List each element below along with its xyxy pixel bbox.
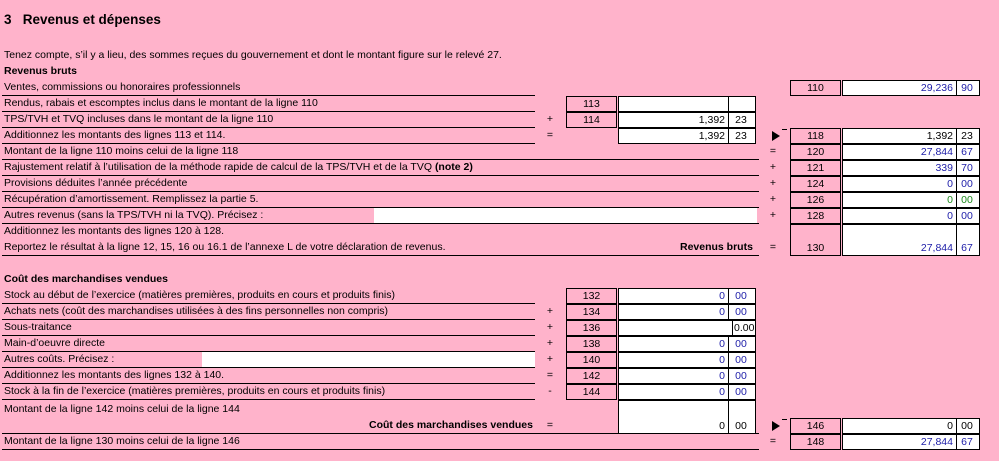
cout-header: Coût des marchandises vendues — [4, 273, 168, 285]
code-148: 148 — [790, 434, 841, 450]
label-130-line2: Reportez le résultat à la ligne 12, 15, 16 ou 16.1 de l’annexe L de votre déclaration de revenus. — [4, 241, 446, 253]
code-144: 144 — [566, 384, 617, 400]
dollars-121: 339 — [843, 161, 957, 175]
label-130-line1: Additionnez les montants des lignes 120 à 128. — [4, 225, 225, 237]
dollars-124: 0 — [843, 177, 957, 191]
op-124: + — [769, 177, 777, 189]
dollars-128: 0 — [843, 209, 957, 223]
cents-114: 23 — [735, 114, 747, 126]
op-126: + — [769, 193, 777, 205]
carry-tick-146 — [782, 419, 787, 420]
code-110: 110 — [790, 80, 841, 96]
amount-113[interactable] — [618, 96, 756, 112]
op-118: = — [546, 129, 554, 141]
label-110: Ventes, commissions ou honoraires professionnels — [4, 81, 241, 93]
amount-130[interactable] — [842, 224, 980, 256]
dollars-146: 0 — [843, 419, 957, 433]
dollars-118-left: 1,392 — [619, 129, 729, 143]
label-144: Stock à la fin de l’exercice (matières premières, produits en cours et produits finis) — [4, 385, 386, 397]
op-142: = — [546, 369, 554, 381]
label-134: Achats nets (coût des marchandises utilisées à des fins personnelles non compris) — [4, 305, 389, 317]
dollars-118: 1,392 — [843, 129, 957, 143]
revenus-bruts-header: Revenus bruts — [4, 65, 77, 77]
amount-128[interactable] — [842, 208, 980, 224]
row-line-134 — [2, 319, 535, 320]
cents-146-left: 00 — [735, 420, 747, 432]
amount-146[interactable] — [842, 418, 980, 434]
section-heading: Revenus et dépenses — [22, 12, 161, 27]
dollars-146-left: 0 — [619, 401, 729, 433]
code-142: 142 — [566, 368, 617, 384]
label-128: Autres revenus (sans la TPS/TVH ni la TVQ). Précisez : — [4, 209, 264, 221]
op-146: = — [546, 419, 554, 431]
amount-110[interactable] — [842, 80, 980, 96]
dollars-130: 27,844 — [843, 225, 957, 255]
cents-144: 00 — [735, 386, 747, 398]
op-120: = — [769, 145, 777, 157]
amount-120[interactable] — [842, 144, 980, 160]
dollars-148: 27,844 — [843, 435, 957, 449]
code-113: 113 — [566, 96, 617, 112]
amount-114[interactable] — [618, 112, 756, 128]
other-revenue-specify-field[interactable] — [374, 208, 757, 223]
code-140: 140 — [566, 352, 617, 368]
cents-146: 00 — [961, 420, 973, 432]
amount-126[interactable] — [842, 192, 980, 208]
op-140: + — [546, 353, 554, 365]
amount-134[interactable] — [618, 304, 756, 320]
row-line-148 — [2, 449, 759, 450]
cents-138: 00 — [735, 338, 747, 350]
carry-arrow-146-icon — [772, 421, 780, 431]
cents-124: 00 — [961, 178, 973, 190]
op-138: + — [546, 337, 554, 349]
code-134: 134 — [566, 304, 617, 320]
label-132: Stock au début de l’exercice (matières premières, produits en cours et produits finis) — [4, 289, 396, 301]
cents-118: 23 — [961, 130, 973, 142]
dollars-132: 0 — [619, 289, 729, 303]
amount-140[interactable] — [618, 352, 756, 368]
op-121: + — [769, 161, 777, 173]
dollars-120: 27,844 — [843, 145, 957, 159]
cout-total-label: Coût des marchandises vendues — [369, 419, 533, 431]
code-146: 146 — [790, 418, 841, 434]
op-148: = — [769, 435, 777, 447]
dollars-138: 0 — [619, 337, 729, 351]
amount-148[interactable] — [842, 434, 980, 450]
row-line-144 — [2, 399, 535, 400]
cents-110: 90 — [961, 82, 973, 94]
label-118: Additionnez les montants des lignes 113 et 114. — [4, 129, 226, 141]
cents-121: 70 — [961, 162, 973, 174]
amount-124[interactable] — [842, 176, 980, 192]
other-costs-specify-field[interactable] — [202, 352, 535, 367]
value-136: 0.00 — [734, 322, 755, 334]
amount-138[interactable] — [618, 336, 756, 352]
label-121-text: Rajustement relatif à l’utilisation de la méthode rapide de calcul de la TPS/TVH et de la TVQ — [4, 161, 433, 173]
label-126: Récupération d’amortissement. Remplissez la partie 5. — [4, 193, 259, 205]
amount-136-input[interactable] — [618, 320, 756, 336]
dollars-114: 1,392 — [619, 113, 729, 127]
cents-126: 00 — [961, 194, 973, 206]
code-136: 136 — [566, 320, 617, 336]
cents-132: 00 — [735, 290, 747, 302]
cents-128: 00 — [961, 210, 973, 222]
amount-121[interactable] — [842, 160, 980, 176]
label-114: TPS/TVH et TVQ incluses dans le montant de la ligne 110 — [4, 113, 274, 125]
dollars-134: 0 — [619, 305, 729, 319]
amount-132[interactable] — [618, 288, 756, 304]
label-121 — [4, 160, 473, 174]
dollars-126: 0 — [843, 193, 957, 207]
section-number: 3 — [4, 12, 12, 27]
code-126: 126 — [790, 192, 841, 208]
dollars-140: 0 — [619, 353, 729, 367]
op-134: + — [546, 305, 554, 317]
label-121-note: (note 2) — [434, 161, 473, 173]
amount-144[interactable] — [618, 384, 756, 400]
cents-134: 00 — [735, 306, 747, 318]
label-146-line1: Montant de la ligne 142 moins celui de la ligne 144 — [4, 403, 240, 415]
code-124: 124 — [790, 176, 841, 192]
code-128: 128 — [790, 208, 841, 224]
label-136: Sous-traitance — [4, 321, 72, 333]
cents-142: 00 — [735, 370, 747, 382]
revenus-bruts-total-label: Revenus bruts — [680, 241, 753, 253]
dollars-144: 0 — [619, 385, 729, 399]
label-120: Montant de la ligne 110 moins celui de la ligne 118 — [4, 145, 239, 157]
code-121: 121 — [790, 160, 841, 176]
carry-arrow-icon — [772, 131, 780, 141]
code-118: 118 — [790, 128, 841, 144]
dollars-142: 0 — [619, 369, 729, 383]
cents-140: 00 — [735, 354, 747, 366]
code-114: 114 — [566, 112, 617, 128]
label-142: Additionnez les montants des lignes 132 à 140. — [4, 369, 225, 381]
code-130: 130 — [790, 224, 841, 256]
code-138: 138 — [566, 336, 617, 352]
label-113: Rendus, rabais et escomptes inclus dans le montant de la ligne 110 — [4, 97, 318, 109]
amount-142[interactable] — [618, 368, 756, 384]
label-148: Montant de la ligne 130 moins celui de la ligne 146 — [4, 435, 240, 447]
op-144: - — [548, 385, 552, 397]
amount-146-left[interactable] — [618, 400, 756, 434]
dollars-110: 29,236 — [843, 81, 957, 95]
op-130: = — [769, 241, 777, 253]
carry-tick — [782, 129, 787, 130]
label-138: Main-d’oeuvre directe — [4, 337, 105, 349]
amount-118-left[interactable] — [618, 128, 756, 144]
cents-118-left: 23 — [735, 130, 747, 142]
op-114: + — [546, 113, 554, 125]
dollars-113 — [619, 97, 729, 111]
intro-text: Tenez compte, s’il y a lieu, des sommes reçues du gouvernement et dont le montant figure sur le relevé 27. — [4, 49, 502, 61]
op-136: + — [546, 321, 554, 333]
amount-118[interactable] — [842, 128, 980, 144]
cents-120: 67 — [961, 146, 973, 158]
code-120: 120 — [790, 144, 841, 160]
label-124: Provisions déduites l’année précédente — [4, 177, 188, 189]
op-128: + — [769, 209, 777, 221]
cents-148: 67 — [961, 436, 973, 448]
section-title — [4, 12, 161, 27]
cents-130: 67 — [961, 242, 973, 254]
label-140: Autres coûts. Précisez : — [4, 353, 115, 365]
code-132: 132 — [566, 288, 617, 304]
cents-113 — [727, 97, 755, 111]
row-line-130 — [2, 255, 759, 256]
